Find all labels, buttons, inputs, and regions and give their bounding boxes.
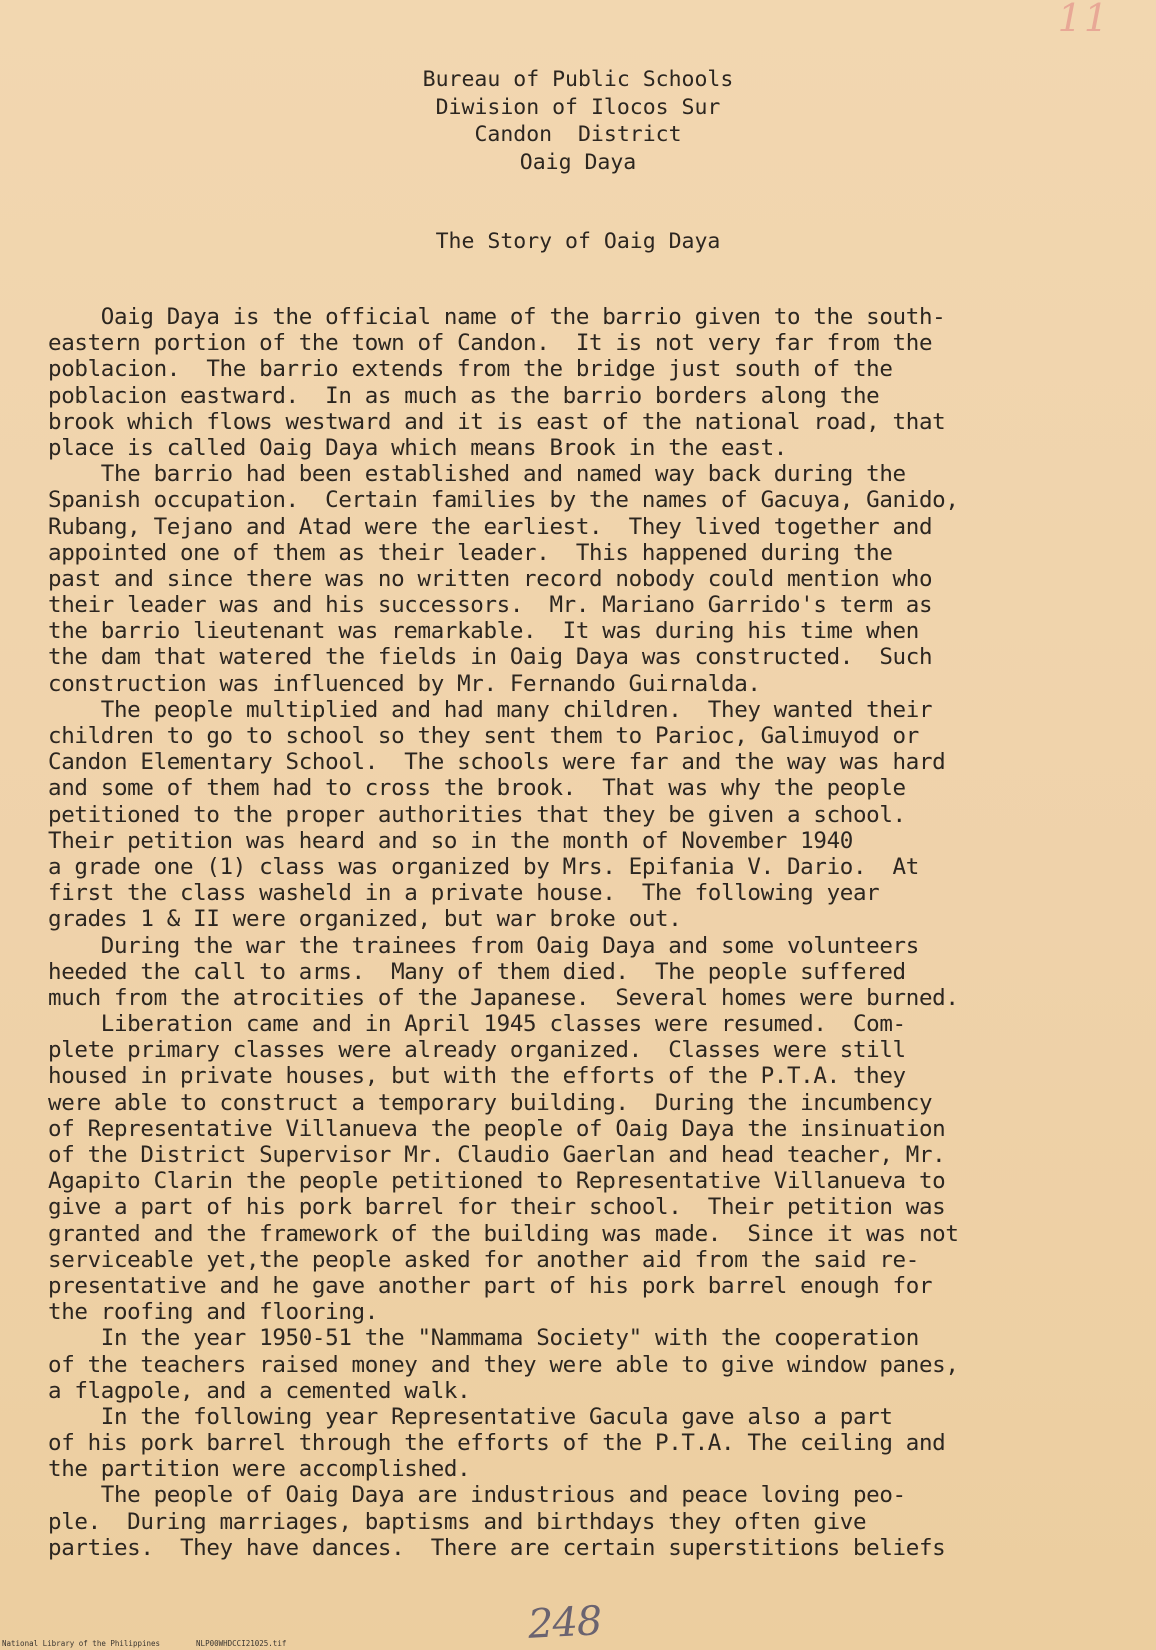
body-line: serviceable yet,the people asked for another aid from the said re- [48,1246,919,1273]
document-title: The Story of Oaig Daya [435,229,721,254]
body-line: The barrio had been established and named way back during the [48,461,906,488]
body-line: Candon Elementary School. The schools were far and the way was hard [48,749,946,776]
body-line: The people of Oaig Daya are industrious and peace loving peo- [48,1482,906,1509]
body-line: Liberation came and in April 1945 classes were resumed. Com- [48,1011,906,1038]
header-district: Candon District [474,122,682,147]
body-line: the dam that watered the fields in Oaig Daya was constructed. Such [48,644,933,671]
body-line: presentative and he gave another part of his pork barrel enough for [48,1272,933,1299]
handwritten-page-number: 248 [526,1598,603,1648]
body-line: brook which flows westward and it is east of the national road, that [48,408,946,435]
body-line: granted and the framework of the building was made. Since it was not [48,1220,959,1247]
body-line: children to go to school so they sent them to Parioc, Galimuyod or [48,723,919,749]
header-division: Diwision of Ilocos Sur [435,94,721,120]
body-line: plete primary classes were already organized. Classes were still [48,1037,906,1064]
body-line: much from the atrocities of the Japanese. Several homes were burned. [48,984,959,1011]
body-line: a grade one (1) class was organized by Mrs. Epifania V. Dario. At [48,853,919,880]
body-line: first the class washeld in a private house. The following year [48,880,880,907]
document-header [0,66,1156,176]
footer-library: National Library of the Philippines [2,1639,161,1648]
body-line: ple. During marriages, baptisms and birthdays they often give [48,1508,867,1535]
header-barrio: Oaig Daya [519,149,637,175]
body-line: of his pork barrel through the efforts of the P.T.A. The ceiling and [48,1430,946,1457]
body-line: Oaig Daya is the official name of the barrio given to the south- [48,304,946,330]
body-line: their leader was and his successors. Mr. Mariano Garrido's term as [48,592,933,619]
body-line: were able to construct a temporary building. During the incumbency [48,1089,933,1116]
body-line: construction was influenced by Mr. Fernando Guirnalda. [48,670,761,697]
body-line: Agapito Clarin the people petitioned to Representative Villanueva to [48,1168,946,1195]
scan-footer [2,1639,322,1648]
body-line: of the teachers raised money and they were able to give window panes, [48,1351,959,1378]
body-line: eastern portion of the town of Candon. It is not very far from the [48,330,933,357]
document-body [48,304,1118,1561]
body-line: place is called Oaig Daya which means Brook in the east. [48,434,787,461]
body-line: Rubang, Tejano and Atad were the earliest. They lived together and [48,513,933,540]
body-line: the partition were accomplished. [48,1456,471,1483]
body-line: parties. They have dances. There are certain superstitions beliefs [48,1534,946,1561]
body-line: The people multiplied and had many children. They wanted their [48,696,933,723]
body-line: grades 1 & II were organized, but war broke out. [48,906,682,933]
header-bureau: Bureau of Public Schools [422,67,734,92]
body-line: heeded the call to arms. Many of them died. The people suffered [48,958,906,985]
body-line: poblacion eastward. In as much as the barrio borders along the [48,382,880,409]
handwritten-corner-mark: 11 [1057,0,1110,40]
body-line: give a part of his pork barrel for their school. Their petition was [48,1194,946,1221]
body-line: In the year 1950-51 the "Nammama Society" with the cooperation [48,1325,919,1352]
body-line: of the District Supervisor Mr. Claudio Gaerlan and head teacher, Mr. [48,1142,946,1168]
body-line: Their petition was heard and so in the month of November 1940 [48,827,853,854]
body-line: the barrio lieutenant was remarkable. It was during his time when [48,618,919,645]
body-line: Spanish occupation. Certain families by the names of Gacuya, Ganido, [48,487,959,514]
body-line: appointed one of them as their leader. This happened during the [48,539,893,566]
body-line: and some of them had to cross the brook. That was why the people [48,775,906,802]
body-line: In the following year Representative Gacula gave also a part [48,1403,893,1430]
footer-file-id: NLP00WHDCCI21025.tif [196,1639,287,1648]
body-line: a flagpole, and a cemented walk. [48,1377,471,1404]
body-line: past and since there was no written record nobody could mention who [48,565,933,592]
body-line: poblacion. The barrio extends from the bridge just south of the [48,356,893,383]
body-line: of Representative Villanueva the people of Oaig Daya the insinuation [48,1115,946,1142]
body-line: petitioned to the proper authorities that they be given a school. [48,801,906,828]
body-line: the roofing and flooring. [48,1299,378,1326]
body-line: housed in private houses, but with the efforts of the P.T.A. they [48,1063,906,1090]
body-line: During the war the trainees from Oaig Daya and some volunteers [48,932,919,959]
